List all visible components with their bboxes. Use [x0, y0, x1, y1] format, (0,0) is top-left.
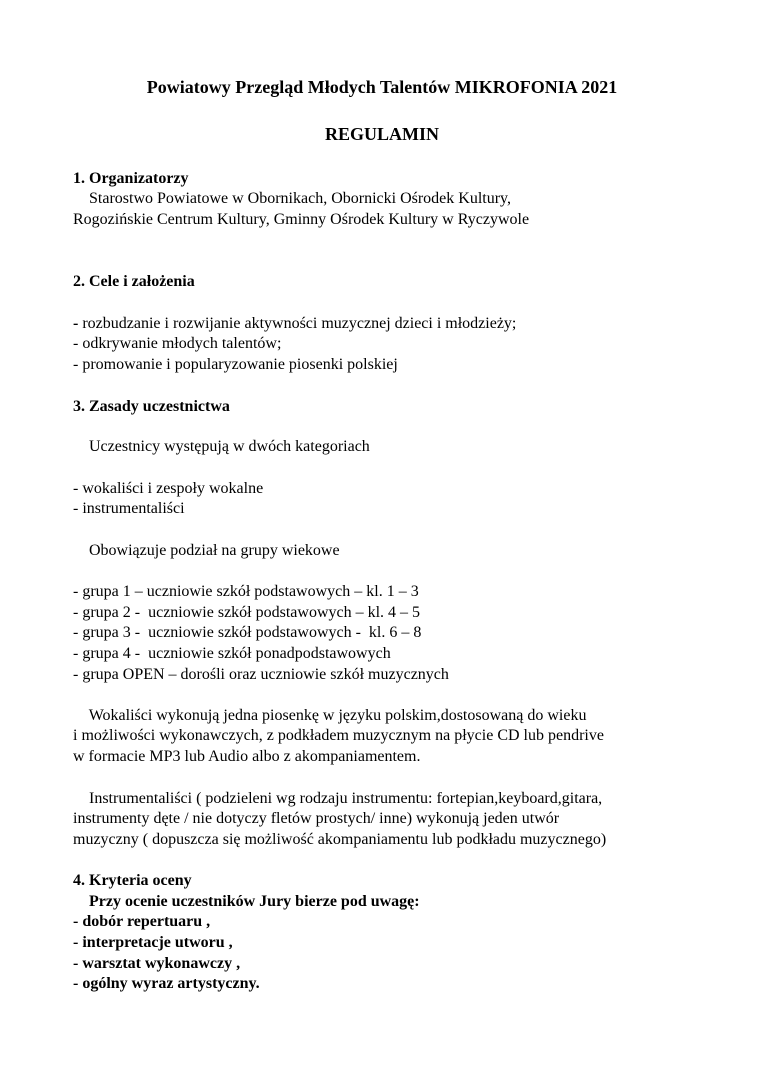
section-2-heading: 2. Cele i założenia [73, 273, 195, 290]
category-item: - wokaliści i zespoły wokalne [73, 480, 264, 497]
section-4-heading: 4. Kryteria oceny [73, 872, 192, 889]
group-item: - grupa OPEN – dorośli oraz uczniowie szkół muzycznych [73, 666, 449, 683]
instrumental-paragraph-line: muzyczny ( dopuszcza się możliwość akompaniamentu lub podkładu muzycznego) [73, 831, 607, 848]
criteria-item: - interpretacje utworu , [73, 934, 233, 951]
section-2-item-text: rozbudzanie i rozwijanie aktywności muzycznej dzieci i młodzieży; [82, 315, 517, 332]
category-item: - instrumentaliści [73, 500, 185, 517]
section-2-item [73, 314, 516, 334]
categories-intro: Uczestnicy występują w dwóch kategoriach [73, 438, 370, 455]
criteria-intro: Przy ocenie uczestników Jury bierze pod uwagę: [73, 893, 420, 910]
document-subtitle: REGULAMIN [324, 124, 439, 144]
group-item: - grupa 4 - uczniowie szkół ponadpodstawowych [73, 645, 391, 662]
criteria-item: - warsztat wykonawczy , [73, 955, 241, 972]
section-1-line: Rogozińskie Centrum Kultury, Gminny Ośrodek Kultury w Ryczywole [73, 211, 530, 228]
section-1-heading: 1. Organizatorzy [73, 170, 189, 187]
instrumental-paragraph-line: instrumenty dęte / nie dotyczy fletów prostych/ inne) wykonują jeden utwór [73, 810, 560, 827]
section-2-item: - odkrywanie młodych talentów; [73, 335, 282, 352]
criteria-item: - dobór repertuaru , [73, 913, 211, 930]
group-item: - grupa 2 - uczniowie szkół podstawowych – kl. 4 – 5 [73, 604, 421, 621]
section-3-heading: 3. Zasady uczestnictwa [73, 398, 230, 415]
vocal-paragraph-line: Wokaliści wykonują jedna piosenkę w języku polskim,dostosowaną do wieku [73, 707, 587, 724]
section-1-line: Starostwo Powiatowe w Obornikach, Obornicki Ośrodek Kultury, [73, 190, 512, 207]
instrumental-paragraph-line: Instrumentaliści ( podzieleni wg rodzaju instrumentu: fortepian,keyboard,gitara, [73, 790, 603, 807]
vocal-paragraph-line: w formacie MP3 lub Audio albo z akompaniamentem. [73, 748, 421, 765]
criteria-item: - ogólny wyraz artystyczny. [73, 975, 260, 992]
section-2-item: - promowanie i popularyzowanie piosenki polskiej [73, 356, 398, 373]
bullet-dash: - [73, 315, 83, 332]
vocal-paragraph-line: i możliwości wykonawczych, z podkładem muzycznym na płycie CD lub pendrive [73, 727, 604, 744]
group-item: - grupa 1 – uczniowie szkół podstawowych – kl. 1 – 3 [73, 583, 419, 600]
group-item: - grupa 3 - uczniowie szkół podstawowych - kl. 6 – 8 [73, 624, 422, 641]
document-title: Powiatowy Przegląd Młodych Talentów MIKROFONIA 2021 [146, 77, 618, 97]
groups-intro: Obowiązuje podział na grupy wiekowe [73, 542, 340, 559]
